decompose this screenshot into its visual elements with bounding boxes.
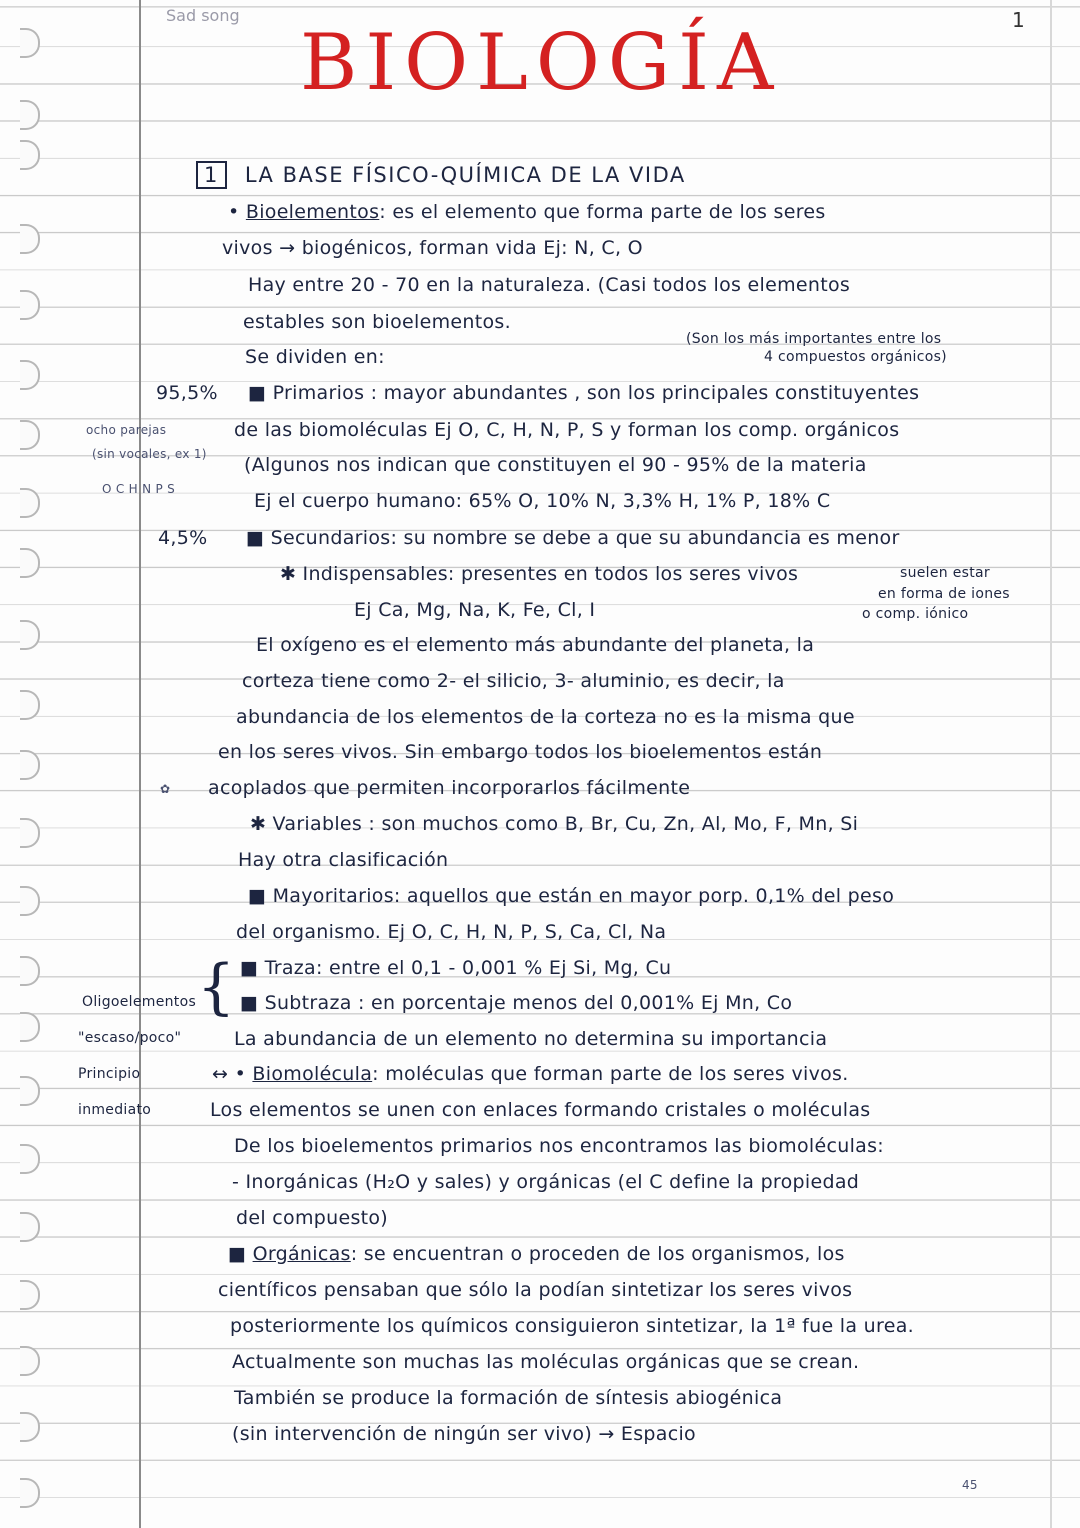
percentage-label: 95,5% [156, 382, 218, 404]
note-line: del compuesto) [236, 1207, 389, 1229]
note-line: (sin intervención de ningún ser vivo) → Espacio [232, 1423, 696, 1445]
note-line: ■ Primarios : mayor abundantes , son los principales constituyentes [248, 382, 920, 404]
note-line: corteza tiene como 2- el silicio, 3- aluminio, es decir, la [242, 670, 785, 692]
binder-hole [20, 140, 40, 170]
percentage-label: 4,5% [158, 527, 208, 549]
binder-hole [20, 818, 40, 848]
binder-hole [20, 1478, 40, 1508]
term-biomolecula: Biomolécula [252, 1063, 373, 1085]
binder-hole [20, 690, 40, 720]
binder-hole [20, 488, 40, 518]
note-line: Ej el cuerpo humano: 65% O, 10% N, 3,3% H, 1% P, 18% C [254, 490, 831, 512]
margin-line [139, 0, 141, 1528]
binder-hole [20, 224, 40, 254]
note-line: Hay otra clasificación [238, 849, 449, 871]
margin-note: (sin vocales, ex 1) [92, 447, 207, 461]
binder-hole [20, 1212, 40, 1242]
margin-note: inmediato [78, 1102, 152, 1118]
note-line: (Algunos nos indican que constituyen el 90 - 95% de la materia [244, 454, 867, 476]
margin-note: O C H N P S [102, 482, 176, 496]
binder-hole [20, 750, 40, 780]
binder-hole [20, 28, 40, 58]
definition-text: : es el elemento que forma parte de los seres [379, 201, 826, 223]
side-note: 4 compuestos orgánicos) [764, 349, 947, 365]
note-line: ■ Traza: entre el 0,1 - 0,001 % Ej Si, Mg, Cu [240, 957, 672, 979]
section-heading [196, 161, 686, 189]
note-line: ✱ Indispensables: presentes en todos los seres vivos [280, 563, 799, 585]
definition-text: : moléculas que forman parte de los seres vivos. [372, 1063, 849, 1085]
binder-hole [20, 1346, 40, 1376]
brace-mark: { [197, 952, 236, 1022]
note-line: Ej Ca, Mg, Na, K, Fe, Cl, I [354, 599, 596, 621]
corner-note: Sad song [166, 6, 240, 25]
note-line: También se produce la formación de síntesis abiogénica [234, 1387, 783, 1409]
page-title: BIOLOGÍA [300, 18, 782, 108]
note-line: ■ Secundarios: su nombre se debe a que su abundancia es menor [246, 527, 900, 549]
page-edge [1050, 0, 1052, 1528]
term-organicas: Orgánicas [252, 1243, 351, 1265]
side-note: o comp. iónico [862, 606, 969, 622]
margin-note: ocho parejas [86, 423, 167, 437]
note-line: posteriormente los químicos consiguieron sintetizar, la 1ª fue la urea. [230, 1315, 914, 1337]
line-organicas: ■ Orgánicas: se encuentran o proceden de los organismos, los [228, 1243, 845, 1265]
arrow-icon: ↔ [212, 1063, 229, 1085]
margin-note: Principio [78, 1066, 141, 1082]
binder-hole [20, 1144, 40, 1174]
binder-hole [20, 360, 40, 390]
binder-hole [20, 100, 40, 130]
note-line: abundancia de los elementos de la corteza no es la misma que [236, 706, 855, 728]
note-line: Los elementos se unen con enlaces formando cristales o moléculas [210, 1099, 871, 1121]
term-bioelementos: Bioelementos [245, 201, 380, 223]
note-line: de las biomoléculas Ej O, C, H, N, P, S y forman los comp. orgánicos [234, 419, 900, 441]
footer-mark: 45 [962, 1478, 978, 1492]
note-line: Se dividen en: [245, 346, 385, 368]
binder-hole [20, 886, 40, 916]
note-line: en los seres vivos. Sin embargo todos los bioelementos están [218, 741, 823, 763]
definition-text: : se encuentran o proceden de los organismos, los [350, 1243, 845, 1265]
note-line: ✱ Variables : son muchos como B, Br, Cu, Zn, Al, Mo, F, Mn, Si [250, 813, 859, 835]
binder-hole [20, 548, 40, 578]
section-title: LA BASE FÍSICO-QUÍMICA DE LA VIDA [244, 163, 686, 187]
binder-hole [20, 1076, 40, 1106]
page-number: 1 [1012, 8, 1025, 32]
note-line: La abundancia de un elemento no determina su importancia [234, 1028, 828, 1050]
binder-hole [20, 620, 40, 650]
binder-hole [20, 956, 40, 986]
binder-hole [20, 1280, 40, 1310]
margin-note: "escaso/poco" [78, 1030, 182, 1046]
side-note: (Son los más importantes entre los [686, 331, 942, 347]
note-line: estables son bioelementos. [243, 311, 511, 333]
note-line: del organismo. Ej O, C, H, N, P, S, Ca, Cl, Na [236, 921, 667, 943]
margin-note-oligoelementos: Oligoelementos [82, 994, 197, 1010]
line-bioelementos: • Bioelementos: es el elemento que forma parte de los seres [228, 201, 826, 223]
note-line: científicos pensaban que sólo la podían sintetizar los seres vivos [218, 1279, 853, 1301]
note-line: vivos → biogénicos, forman vida Ej: N, C, O [222, 237, 643, 259]
section-number: 1 [196, 161, 227, 189]
note-line: Actualmente son muchas las moléculas orgánicas que se crean. [232, 1351, 860, 1373]
binder-hole [20, 1012, 40, 1042]
note-line: ■ Subtraza : en porcentaje menos del 0,001% Ej Mn, Co [240, 992, 793, 1014]
flower-icon: ✿ [160, 782, 171, 796]
line-biomolecula: ↔ • Biomolécula: moléculas que forman parte de los seres vivos. [212, 1063, 849, 1085]
binder-hole [20, 420, 40, 450]
note-line: Hay entre 20 - 70 en la naturaleza. (Casi todos los elementos [248, 274, 851, 296]
note-line: ■ Mayoritarios: aquellos que están en mayor porp. 0,1% del peso [248, 885, 895, 907]
note-line: acoplados que permiten incorporarlos fácilmente [208, 777, 691, 799]
side-note: suelen estar [900, 565, 990, 581]
binder-hole [20, 290, 40, 320]
note-line: De los bioelementos primarios nos encontramos las biomoléculas: [234, 1135, 884, 1157]
note-line: El oxígeno es el elemento más abundante del planeta, la [256, 634, 815, 656]
note-line: - Inorgánicas (H₂O y sales) y orgánicas (el C define la propiedad [232, 1171, 860, 1193]
binder-hole [20, 1412, 40, 1442]
side-note: en forma de iones [878, 586, 1010, 602]
